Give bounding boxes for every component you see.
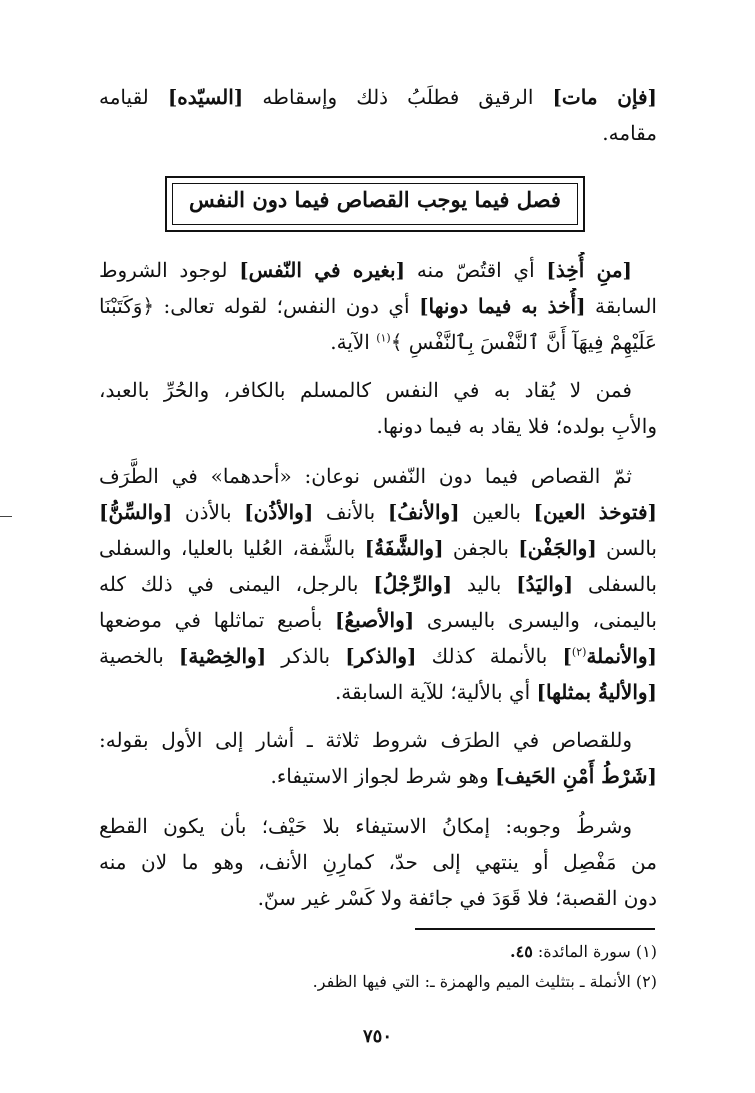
bracket-term: [بغيره في النّفس] xyxy=(239,258,406,282)
bracket-term: [والسِّنُّ] xyxy=(99,500,173,524)
text-run: بالشَّفة، العُليا بالعليا، والسفلى xyxy=(99,536,365,560)
bracket-term: [والأصبعُ] xyxy=(335,608,415,632)
text-run: بالخصية xyxy=(99,644,179,668)
footnote-text-end: التي فيها الظفر. xyxy=(312,972,420,991)
bracket-close: ] xyxy=(562,644,572,668)
bracket-term: [أُخذ به فيما دونها] xyxy=(419,294,586,318)
text-line: من مَفْصِل أو ينتهي إلى حدّ، كمارِنِ الأنف، وهو ما لان منه xyxy=(99,850,657,874)
text-line xyxy=(99,288,657,324)
text-line: ثمّ القصاص فيما دون النّفس نوعان: «أحدهما» في الطَّرَف xyxy=(99,464,632,488)
text-run: السابقة xyxy=(585,294,657,318)
text-run: بالجفن xyxy=(443,536,519,560)
bracket-term: [السيّده] xyxy=(167,85,244,109)
footnote-reference: ٤٥. xyxy=(510,942,533,961)
text-run: باليد xyxy=(452,572,517,596)
text-line: والأبِ بولده؛ فلا يقاد به فيما دونها. xyxy=(376,414,657,438)
bracket-term: [والأنملة xyxy=(586,644,657,668)
text-run: لوجود الشروط xyxy=(99,258,240,282)
text-run: بالسن xyxy=(596,536,657,560)
footnote-number: (١) xyxy=(635,942,657,961)
text-run: الرقيق فطلَبُ ذلك وإسقاطه xyxy=(243,85,553,109)
footnote-divider xyxy=(415,928,655,930)
footnote-2 xyxy=(99,967,657,997)
quran-verse: عَلَيْهِمْ فِيهَآ أَنَّ ٱلنَّفْسَ بِٱلنَّفْسِ ﴾ xyxy=(390,330,657,354)
section-heading: فصل فيما يوجب القصاص فيما دون النفس xyxy=(189,187,561,212)
text-run: أي اقتُصّ منه xyxy=(405,258,547,282)
text-run: بالعين xyxy=(459,500,534,524)
text-run: الآية. xyxy=(330,330,377,354)
text-line: وشرطُ وجوبه: إمكانُ الاستيفاء بلا حَيْف؛ بأن يكون القطع xyxy=(99,814,632,838)
text-run: بأصبع تماثلها في موضعها xyxy=(99,608,336,632)
footnote-ref: (١) xyxy=(376,331,391,345)
text-run: بالأنملة كذلك xyxy=(416,644,563,668)
bracket-term: [والأنفُ] xyxy=(387,500,460,524)
page-number: ٧٥٠ xyxy=(362,1026,392,1047)
text-run: أي دون النفس؛ لقوله تعالى: ﴿وَكَتَبْنَا xyxy=(99,294,420,318)
bracket-term: [والجَفْن] xyxy=(518,536,597,560)
footnote-ref: (٢) xyxy=(571,645,587,659)
text-run: لقيامه xyxy=(99,85,168,109)
text-line xyxy=(99,252,632,288)
footnote-1 xyxy=(99,937,657,967)
bracket-term: [والأذُن] xyxy=(244,500,314,524)
text-line xyxy=(99,79,657,115)
bracket-term: [والشَّفَةُ] xyxy=(364,536,444,560)
text-line: دون القصبة؛ فلا قَوَدَ في جائفة ولا كَسْر غير سنّ. xyxy=(257,886,657,910)
text-line xyxy=(99,638,657,674)
footnote-number: (٢) xyxy=(635,972,657,991)
bracket-term: [شَرْطُ أَمْنِ الحَيف] xyxy=(495,764,657,788)
text-line: مقامه. xyxy=(602,121,657,145)
text-line xyxy=(99,602,657,638)
section-heading-box xyxy=(165,176,585,232)
bracket-term: [والرِّجْلُ] xyxy=(373,572,453,596)
text-run: باليمنى، واليسرى باليسرى xyxy=(414,608,657,632)
bracket-term: [والخِصْية] xyxy=(178,644,267,668)
text-line xyxy=(99,530,657,566)
bracket-term: [فإن مات] xyxy=(552,85,657,109)
text-run: بالرجل، اليمنى في ذلك كله xyxy=(99,572,374,596)
text-run: وهو شرط لجواز الاستيفاء. xyxy=(270,764,496,788)
text-line xyxy=(99,674,657,710)
text-line: وللقصاص في الطرَف شروط ثلاثة ـ أشار إلى الأول بقوله: xyxy=(99,728,632,752)
footnote-text: الأنملة ـ بتثليث الميم والهمزة ـ: xyxy=(419,972,636,991)
text-run: بالسفلى xyxy=(573,572,657,596)
footnote-text: سورة المائدة: xyxy=(532,942,636,961)
text-run: بالأنف xyxy=(313,500,388,524)
text-run: بالذكر xyxy=(266,644,346,668)
bracket-term: [واليَدُ] xyxy=(516,572,574,596)
bracket-term: [والأليةُ بمثلها] xyxy=(536,680,657,704)
text-line xyxy=(99,324,657,360)
bracket-term: [فتوخذ العين] xyxy=(533,500,657,524)
text-line: فمن لا يُقاد به في النفس كالمسلم بالكافر، والحُرِّ بالعبد، xyxy=(99,378,632,402)
margin-mark xyxy=(0,516,12,517)
text-line xyxy=(99,566,657,602)
text-run: أي بالألية؛ للآية السابقة. xyxy=(334,680,537,704)
bracket-term: [منِ أُخِذ] xyxy=(546,258,632,282)
text-run: بالأذن xyxy=(172,500,245,524)
bracket-term: [والذكر] xyxy=(345,644,417,668)
text-line xyxy=(99,758,657,794)
text-line xyxy=(99,494,657,530)
